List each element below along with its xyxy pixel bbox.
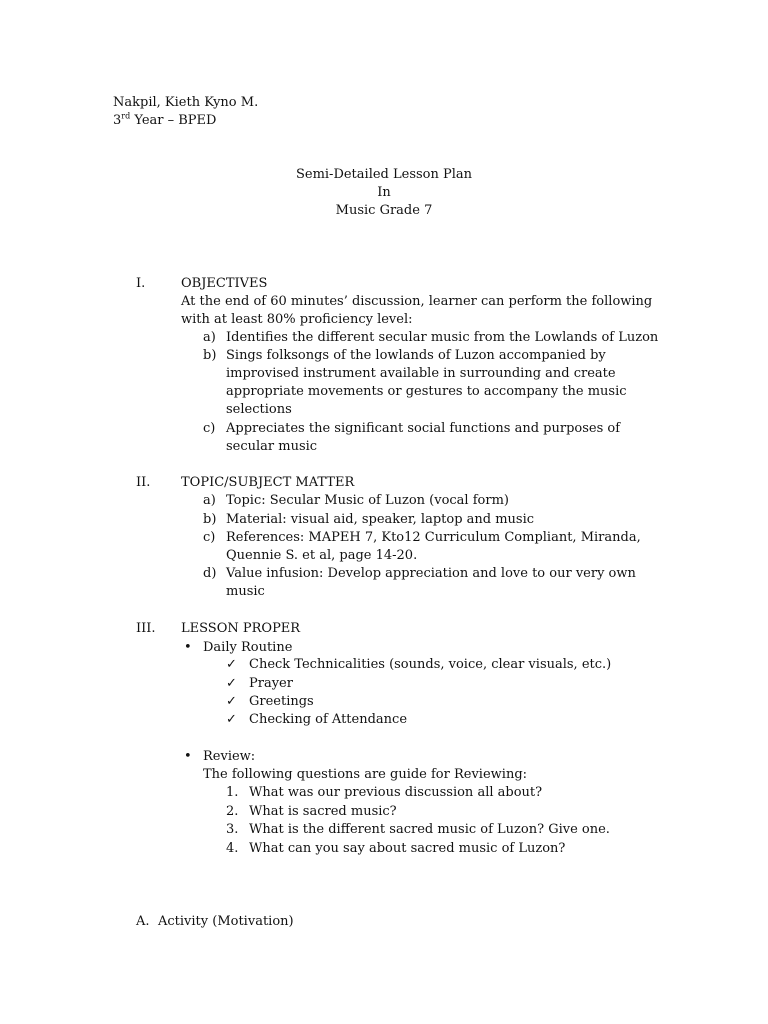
list-item-text: appropriate movements or gestures to accompany the music	[226, 384, 627, 399]
title-line-2: In	[377, 185, 391, 200]
list-item-text: Topic: Secular Music of Luzon (vocal form)	[226, 493, 509, 508]
list-marker: 1.	[226, 785, 239, 800]
review-question: What can you say about sacred music of Luzon?	[249, 841, 566, 856]
checkmark-icon: ✓	[226, 657, 237, 672]
author-year	[113, 112, 216, 130]
section-heading: OBJECTIVES	[181, 276, 268, 291]
review-question: What is sacred music?	[249, 804, 397, 819]
routine-item: Checking of Attendance	[249, 712, 408, 727]
section-numeral: I.	[136, 276, 146, 291]
list-item-text: Value infusion: Develop appreciation and love to our very own	[226, 566, 636, 581]
checkmark-icon: ✓	[226, 676, 237, 691]
author-name: Nakpil, Kieth Kyno M.	[113, 95, 259, 110]
list-item-text: selections	[226, 402, 292, 417]
title-line-1: Semi-Detailed Lesson Plan	[295, 167, 473, 182]
objectives-intro-line: At the end of 60 minutes’ discussion, learner can perform the following	[181, 294, 653, 309]
routine-item: Prayer	[249, 676, 293, 691]
year-number: 3	[113, 113, 122, 128]
list-item-text: secular music	[226, 439, 318, 454]
activity-marker: A.	[136, 914, 150, 929]
objectives-intro-line: with at least 80% proficiency level:	[181, 312, 413, 327]
list-item-text: Identifies the different secular music from the Lowlands of Luzon	[226, 330, 659, 345]
list-item-text: Material: visual aid, speaker, laptop and music	[226, 512, 535, 527]
review-intro: The following questions are guide for Reviewing:	[203, 767, 528, 782]
list-marker: d)	[203, 566, 217, 581]
title-line-3: Music Grade 7	[335, 203, 433, 218]
routine-item: Greetings	[249, 694, 314, 709]
list-marker: a)	[203, 493, 216, 508]
review-question: What was our previous discussion all about?	[249, 785, 543, 800]
list-item-text: References: MAPEH 7, Kto12 Curriculum Compliant, Miranda,	[226, 530, 641, 545]
list-marker: c)	[203, 421, 216, 436]
routine-item: Check Technicalities (sounds, voice, clear visuals, etc.)	[249, 657, 612, 672]
activity-label: Activity (Motivation)	[158, 914, 294, 929]
bullet-icon: •	[184, 749, 192, 764]
list-marker: 2.	[226, 804, 239, 819]
review-label: Review:	[203, 749, 256, 764]
checkmark-icon: ✓	[226, 694, 237, 709]
list-marker: b)	[203, 348, 217, 363]
year-suffix: rd	[121, 111, 131, 121]
section-heading: TOPIC/SUBJECT MATTER	[181, 475, 355, 490]
year-course: Year – BPED	[130, 113, 217, 128]
list-marker: 3.	[226, 822, 239, 837]
section-numeral: III.	[136, 621, 156, 636]
section-numeral: II.	[136, 475, 151, 490]
list-marker: a)	[203, 330, 216, 345]
list-marker: c)	[203, 530, 216, 545]
list-item-text: Appreciates the significant social functions and purposes of	[226, 421, 621, 436]
list-marker: 4.	[226, 841, 239, 856]
section-heading: LESSON PROPER	[181, 621, 301, 636]
bullet-icon: •	[184, 640, 192, 655]
list-item-text: Quennie S. et al, page 14-20.	[226, 548, 418, 563]
list-item-text: improvised instrument available in surrounding and create	[226, 366, 616, 381]
list-marker: b)	[203, 512, 217, 527]
list-item-text: music	[226, 584, 265, 599]
checkmark-icon: ✓	[226, 712, 237, 727]
list-item-text: Sings folksongs of the lowlands of Luzon accompanied by	[226, 348, 606, 363]
review-question: What is the different sacred music of Luzon? Give one.	[249, 822, 610, 837]
routine-label: Daily Routine	[203, 640, 293, 655]
